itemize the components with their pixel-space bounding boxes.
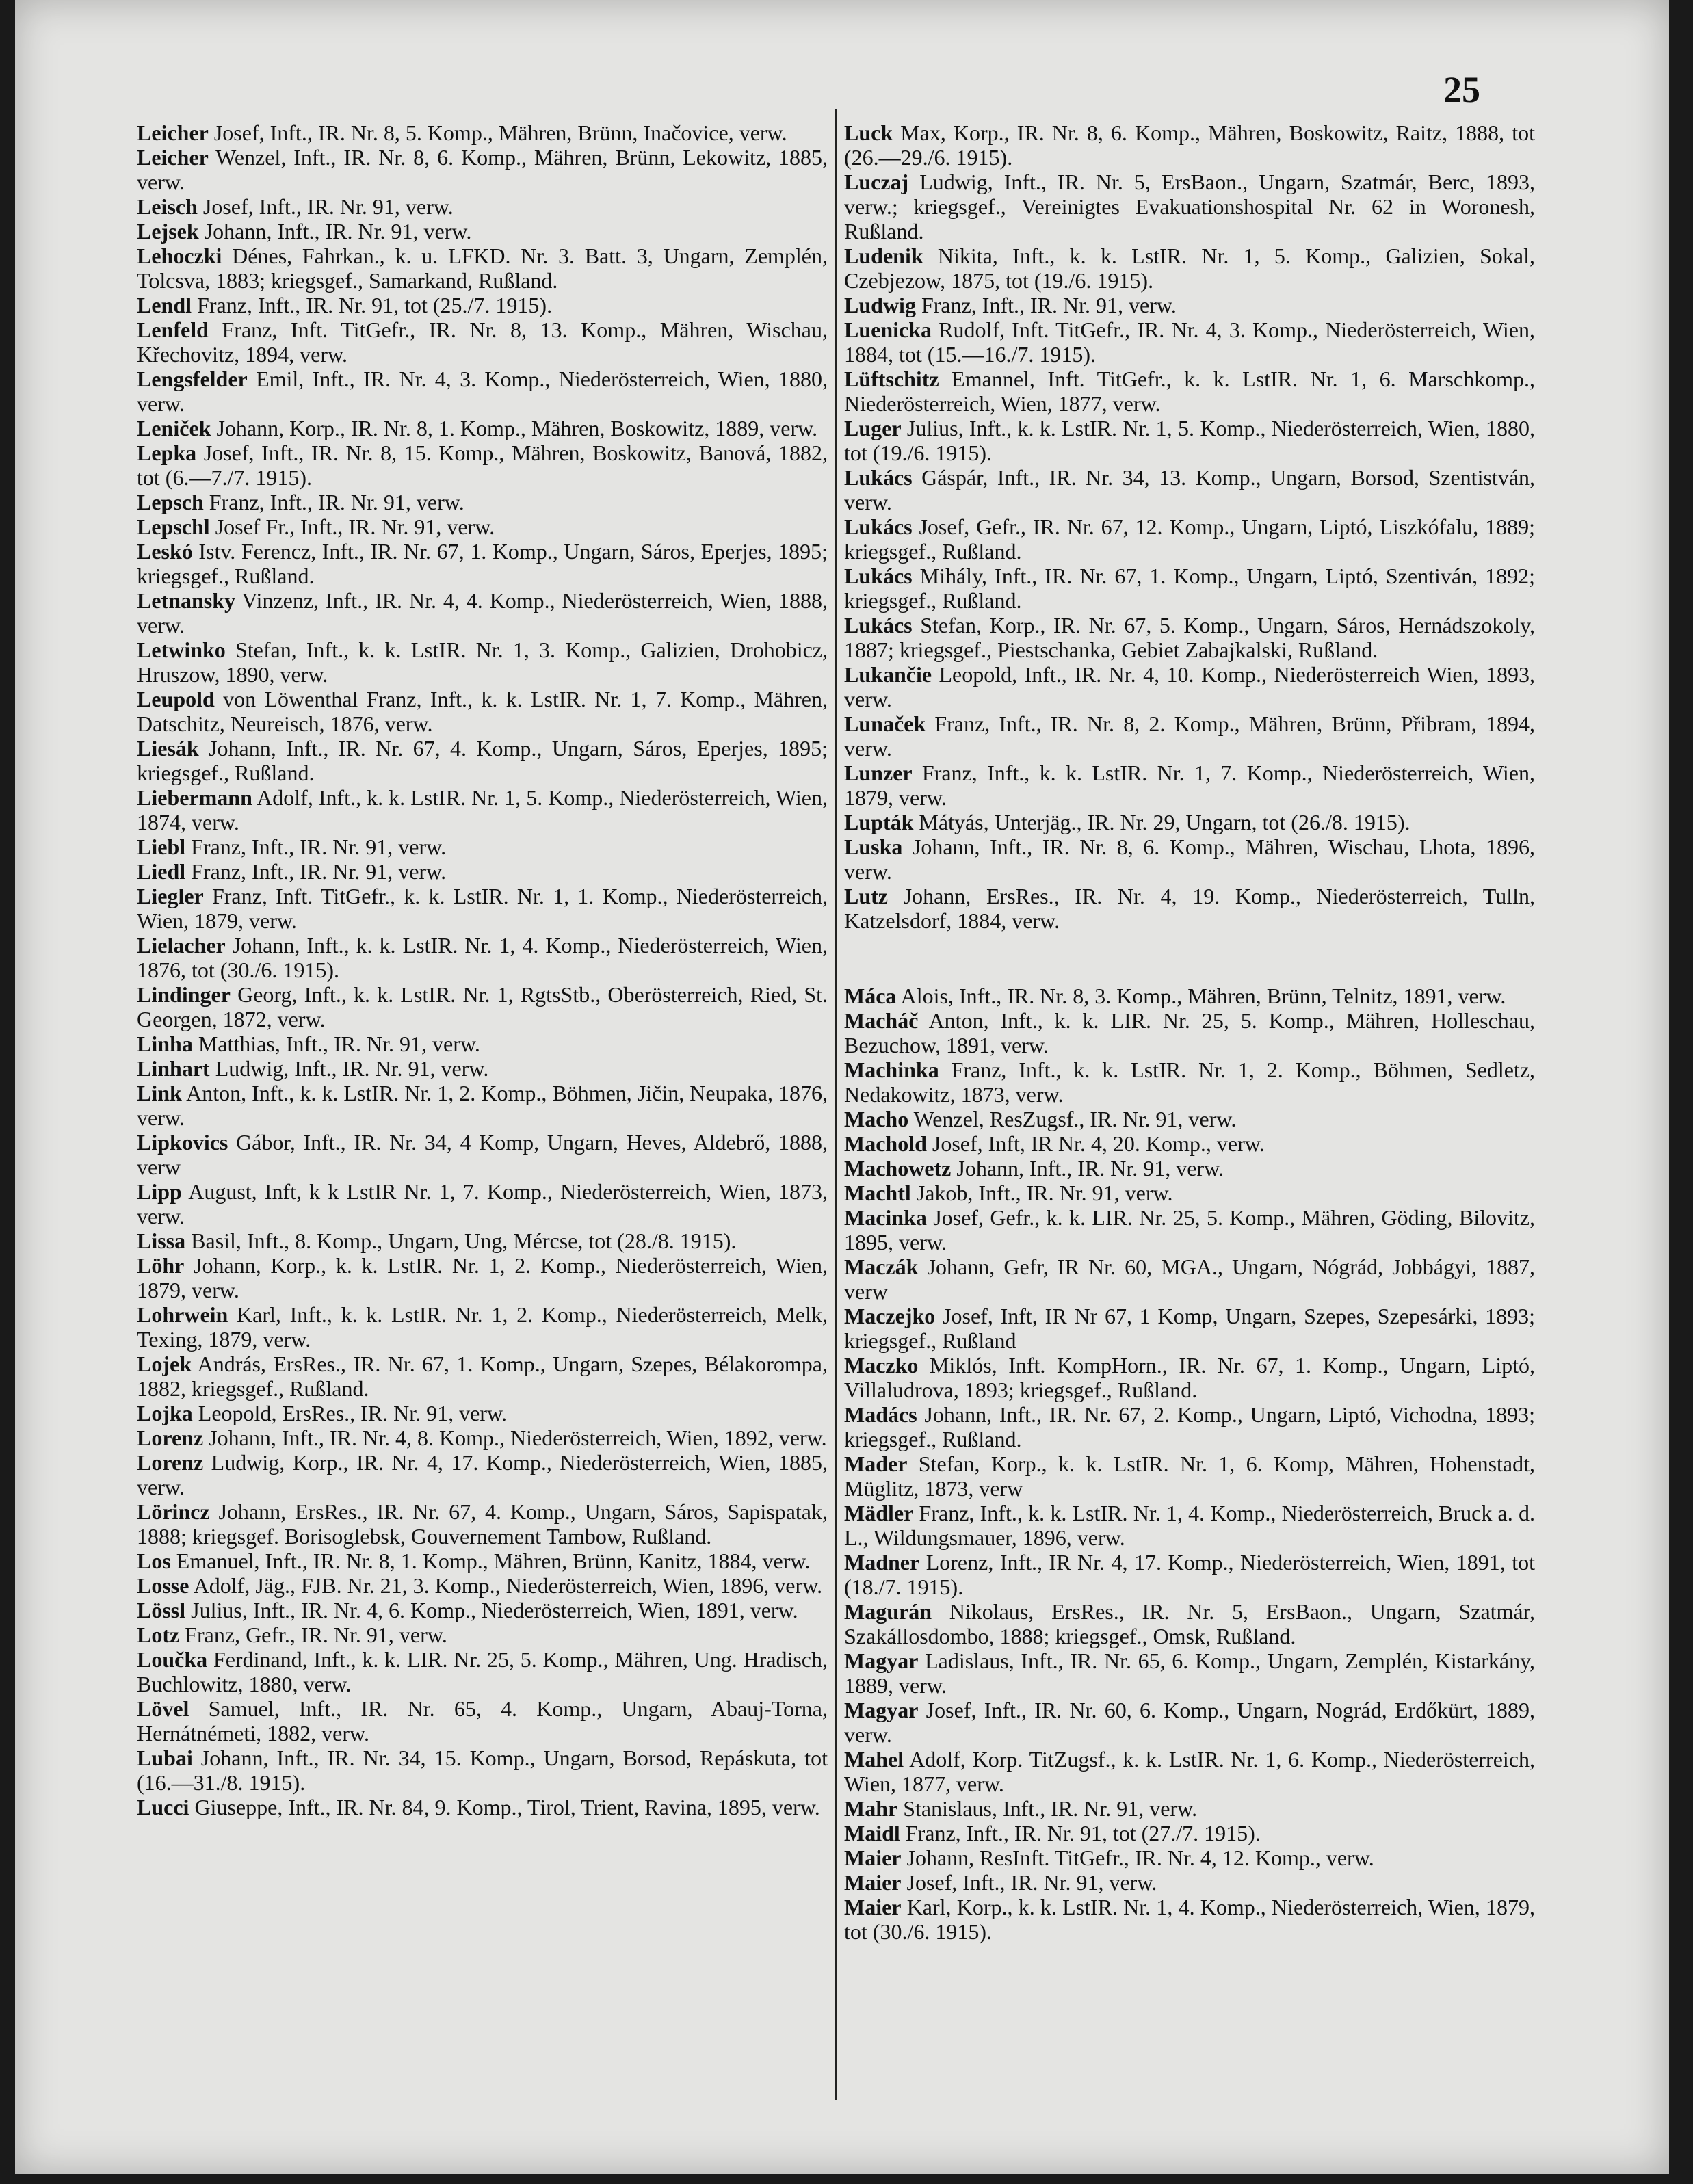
entry-surname: Ludenik bbox=[844, 244, 923, 268]
entry-surname: Letwinko bbox=[137, 637, 226, 662]
register-entry bbox=[844, 884, 1535, 933]
entry-surname: Luczaj bbox=[844, 170, 909, 194]
register-entry bbox=[844, 810, 1535, 834]
entry-surname: Luck bbox=[844, 120, 893, 145]
entry-surname: Linhart bbox=[137, 1056, 210, 1081]
entry-details: Franz, Inft., IR. Nr. 91, verw. bbox=[915, 293, 1177, 317]
entry-surname: Losse bbox=[137, 1573, 189, 1598]
entry-surname: Lissa bbox=[137, 1228, 186, 1253]
register-entry bbox=[844, 564, 1535, 613]
entry-details: Johann, Inft., IR. Nr. 67, 4. Komp., Ungarn, Sáros, Eperjes, 1895; kriegsgef., Rußland. bbox=[137, 736, 828, 785]
entry-details: Max, Korp., IR. Nr. 8, 6. Komp., Mähren, Boskowitz, Raitz, 1888, tot (26.—29./6. 1915). bbox=[844, 120, 1535, 170]
entry-details: Lorenz, Inft., IR Nr. 4, 17. Komp., Niederösterreich, Wien, 1891, tot (18./7. 1915). bbox=[844, 1550, 1535, 1599]
register-entry bbox=[137, 145, 828, 194]
entry-surname: Machtl bbox=[844, 1181, 911, 1205]
entry-details: Karl, Inft., k. k. LstIR. Nr. 1, 2. Komp., Niederösterreich, Melk, Texing, 1879, verw. bbox=[137, 1302, 828, 1352]
entry-surname: Luska bbox=[844, 834, 903, 859]
entry-surname: Liegler bbox=[137, 884, 204, 908]
entry-surname: Lenfeld bbox=[137, 317, 209, 342]
left-column bbox=[137, 120, 828, 1819]
register-entry bbox=[137, 317, 828, 367]
entry-details: Franz, Inft., IR. Nr. 91, verw. bbox=[203, 490, 464, 514]
register-entry bbox=[844, 1747, 1535, 1796]
entry-details: August, Inft, k k LstIR Nr. 1, 7. Komp., Niederösterreich, Wien, 1873, verw. bbox=[137, 1179, 828, 1228]
right-column-m-entries bbox=[844, 984, 1535, 1944]
entry-surname: Lejsek bbox=[137, 219, 199, 244]
entry-details: Johann, Inft., IR. Nr. 67, 2. Komp., Ungarn, Liptó, Vichodna, 1893; kriegsgef., Rußland. bbox=[844, 1402, 1535, 1451]
entry-surname: Lielacher bbox=[137, 933, 226, 958]
entry-surname: Macho bbox=[844, 1107, 909, 1131]
entry-surname: Madács bbox=[844, 1402, 917, 1427]
entry-surname: Leskó bbox=[137, 539, 193, 564]
entry-details: Johann, Inft., IR. Nr. 91, verw. bbox=[198, 219, 472, 244]
entry-surname: Magyar bbox=[844, 1698, 919, 1722]
entry-details: Johann, Korp., k. k. LstIR. Nr. 1, 2. Komp., Niederösterreich, Wien, 1879, verw. bbox=[137, 1253, 828, 1302]
entry-details: Ladislaus, Inft., IR. Nr. 65, 6. Komp., Ungarn, Zemplén, Kistarkány, 1889, verw. bbox=[844, 1648, 1535, 1698]
entry-surname: Lepsch bbox=[137, 490, 204, 514]
entry-surname: Madner bbox=[844, 1550, 920, 1575]
entry-surname: Liesák bbox=[137, 736, 199, 761]
register-entry bbox=[844, 1648, 1535, 1698]
entry-details: Franz, Inft., IR. Nr. 91, tot (27./7. 1915). bbox=[900, 1821, 1261, 1845]
entry-surname: Lukács bbox=[844, 514, 913, 539]
register-entry bbox=[137, 1228, 828, 1253]
register-entry bbox=[137, 1598, 828, 1622]
entry-surname: Machowetz bbox=[844, 1156, 952, 1181]
entry-surname: Lukács bbox=[844, 465, 913, 490]
entry-surname: Maczko bbox=[844, 1353, 919, 1378]
register-entry bbox=[137, 1179, 828, 1228]
entry-details: Istv. Ferencz, Inft., IR. Nr. 67, 1. Komp., Ungarn, Sáros, Eperjes, 1895; kriegsgef., Rußland. bbox=[137, 539, 828, 588]
register-entry bbox=[137, 884, 828, 933]
entry-details: Ludwig, Inft., IR. Nr. 5, ErsBaon., Ungarn, Szatmár, Berc, 1893, verw.; kriegsgef., Vereinigtes Evakuationshospital Nr. 62 in Woronesh, Rußland. bbox=[844, 170, 1535, 244]
entry-details: Gáspár, Inft., IR. Nr. 34, 13. Komp., Ungarn, Borsod, Szentistván, verw. bbox=[844, 465, 1535, 514]
register-entry bbox=[844, 1796, 1535, 1821]
entry-details: Franz, Inft., IR. Nr. 91, verw. bbox=[185, 859, 447, 884]
entry-details: Mihály, Inft., IR. Nr. 67, 1. Komp., Ungarn, Liptó, Szentiván, 1892; kriegsgef., Rußland. bbox=[844, 564, 1535, 613]
register-entry bbox=[137, 1056, 828, 1081]
register-entry bbox=[844, 761, 1535, 810]
entry-surname: Mahel bbox=[844, 1747, 904, 1772]
entry-details: Johann, Inft., k. k. LstIR. Nr. 1, 4. Komp., Niederösterreich, Wien, 1876, tot (30./6. 1915). bbox=[137, 933, 828, 982]
entry-details: Franz, Inft., k. k. LstIR. Nr. 1, 2. Komp., Böhmen, Sedletz, Nedakowitz, 1873, verw. bbox=[844, 1057, 1535, 1107]
entry-surname: Linha bbox=[137, 1031, 193, 1056]
register-entry bbox=[137, 1622, 828, 1647]
column-divider bbox=[835, 109, 837, 2100]
entry-surname: Liebermann bbox=[137, 785, 252, 810]
entry-surname: Lohrwein bbox=[137, 1302, 228, 1327]
register-entry bbox=[137, 514, 828, 539]
entry-surname: Mädler bbox=[844, 1501, 914, 1525]
register-entry bbox=[844, 984, 1535, 1008]
entry-surname: Maier bbox=[844, 1845, 902, 1870]
entry-details: Leopold, ErsRes., IR. Nr. 91, verw. bbox=[192, 1401, 507, 1425]
entry-details: Nikolaus, ErsRes., IR. Nr. 5, ErsBaon., Ungarn, Szatmár, Szakállosdombo, 1888; kriegsgef., Omsk, Rußland. bbox=[844, 1599, 1535, 1648]
register-entry bbox=[844, 1501, 1535, 1550]
entry-details: Anton, Inft., k. k. LstIR. Nr. 1, 2. Komp., Böhmen, Jičin, Neupaka, 1876, verw. bbox=[137, 1081, 828, 1130]
entry-details: Franz, Inft., k. k. LstIR. Nr. 1, 7. Komp., Niederösterreich, Wien, 1879, verw. bbox=[844, 761, 1535, 810]
entry-surname: Lukančie bbox=[844, 662, 932, 687]
register-entry bbox=[844, 1181, 1535, 1205]
register-entry bbox=[844, 1107, 1535, 1131]
entry-surname: Lössl bbox=[137, 1598, 186, 1622]
entry-surname: Maier bbox=[844, 1895, 902, 1919]
entry-surname: Lengsfelder bbox=[137, 367, 248, 391]
entry-surname: Lorenz bbox=[137, 1425, 204, 1450]
entry-surname: Lojka bbox=[137, 1401, 193, 1425]
entry-details: Johann, Inft., IR. Nr. 91, verw. bbox=[951, 1156, 1224, 1181]
register-entry bbox=[844, 1304, 1535, 1353]
register-entry bbox=[137, 1647, 828, 1696]
register-entry bbox=[137, 1696, 828, 1746]
register-entry bbox=[137, 1302, 828, 1352]
entry-surname: Maidl bbox=[844, 1821, 900, 1845]
register-entry bbox=[137, 1499, 828, 1549]
entry-details: Johann, Inft., IR. Nr. 4, 8. Komp., Niederösterreich, Wien, 1892, verw. bbox=[203, 1425, 827, 1450]
entry-details: Giuseppe, Inft., IR. Nr. 84, 9. Komp., Tirol, Trient, Ravina, 1895, verw. bbox=[189, 1795, 820, 1819]
entry-surname: Loučka bbox=[137, 1647, 208, 1672]
entry-details: Adolf, Inft., k. k. LstIR. Nr. 1, 5. Komp., Niederösterreich, Wien, 1874, verw. bbox=[137, 785, 828, 834]
entry-details: Josef, Gefr., k. k. LIR. Nr. 25, 5. Komp., Mähren, Göding, Bilovitz, 1895, verw. bbox=[844, 1205, 1535, 1254]
entry-details: Emannel, Inft. TitGefr., k. k. LstIR. Nr. 1, 6. Marschkomp., Niederösterreich, Wien, 1877, verw. bbox=[844, 367, 1535, 416]
register-entry bbox=[137, 244, 828, 293]
entry-surname: Lepka bbox=[137, 440, 197, 465]
entry-details: Alois, Inft., IR. Nr. 8, 3. Komp., Mähren, Brünn, Telnitz, 1891, verw. bbox=[896, 984, 1506, 1008]
entry-details: Miklós, Inft. KompHorn., IR. Nr. 67, 1. Komp., Ungarn, Liptó, Villaludrova, 1893; kriegsgef., Rußland. bbox=[844, 1353, 1535, 1402]
entry-surname: Lukács bbox=[844, 564, 913, 588]
register-entry bbox=[844, 514, 1535, 564]
entry-surname: Lipkovics bbox=[137, 1130, 228, 1155]
entry-details: Anton, Inft., k. k. LIR. Nr. 25, 5. Komp., Mähren, Holleschau, Bezuchow, 1891, verw. bbox=[844, 1008, 1535, 1057]
register-entry bbox=[137, 490, 828, 514]
entry-details: Franz, Inft., IR. Nr. 91, verw. bbox=[185, 834, 447, 859]
register-entry bbox=[137, 367, 828, 416]
register-entry bbox=[844, 1353, 1535, 1402]
register-entry bbox=[137, 859, 828, 884]
register-entry bbox=[137, 1549, 828, 1573]
register-entry bbox=[137, 539, 828, 588]
entry-surname: Leicher bbox=[137, 145, 209, 170]
entry-surname: Lendl bbox=[137, 293, 192, 317]
register-entry bbox=[844, 1057, 1535, 1107]
register-entry bbox=[844, 1845, 1535, 1870]
entry-details: Matthias, Inft., IR. Nr. 91, verw. bbox=[192, 1031, 480, 1056]
entry-details: Julius, Inft., k. k. LstIR. Nr. 1, 5. Komp., Niederösterreich, Wien, 1880, tot (19./6. 1915). bbox=[844, 416, 1535, 465]
register-entry bbox=[844, 1821, 1535, 1845]
entry-details: Wenzel, ResZugsf., IR. Nr. 91, verw. bbox=[908, 1107, 1237, 1131]
right-column bbox=[844, 120, 1535, 1944]
entry-surname: Luenicka bbox=[844, 317, 932, 342]
entry-surname: Link bbox=[137, 1081, 182, 1105]
entry-surname: Magyar bbox=[844, 1648, 919, 1673]
entry-details: Josef, Inft, IR Nr 67, 1 Komp, Ungarn, Szepes, Szepesárki, 1893; kriegsgef., Rußland bbox=[844, 1304, 1535, 1353]
entry-surname: Lindinger bbox=[137, 982, 231, 1007]
register-entry bbox=[137, 1031, 828, 1056]
entry-details: Ferdinand, Inft., k. k. LIR. Nr. 25, 5. Komp., Mähren, Ung. Hradisch, Buchlowitz, 1880, verw. bbox=[137, 1647, 828, 1696]
entry-details: Karl, Korp., k. k. LstIR. Nr. 1, 4. Komp., Niederösterreich, Wien, 1879, tot (30./6. 1915). bbox=[844, 1895, 1535, 1944]
entry-details: Emil, Inft., IR. Nr. 4, 3. Komp., Niederösterreich, Wien, 1880, verw. bbox=[137, 367, 828, 416]
register-entry bbox=[137, 1573, 828, 1598]
entry-surname: Lipp bbox=[137, 1179, 182, 1204]
entry-details: Dénes, Fahrkan., k. u. LFKD. Nr. 3. Batt. 3, Ungarn, Zemplén, Tolcsva, 1883; kriegsgef., Samarkand, Rußland. bbox=[137, 244, 828, 293]
entry-details: Ludwig, Inft., IR. Nr. 91, verw. bbox=[209, 1056, 489, 1081]
entry-details: Rudolf, Inft. TitGefr., IR. Nr. 4, 3. Komp., Niederösterreich, Wien, 1884, tot (15.—16./7. 1915). bbox=[844, 317, 1535, 367]
register-entry bbox=[844, 1895, 1535, 1944]
entry-surname: Magurán bbox=[844, 1599, 932, 1624]
entry-surname: Mahr bbox=[844, 1796, 898, 1821]
entry-details: Johann, ErsRes., IR. Nr. 4, 19. Komp., Niederösterreich, Tulln, Katzelsdorf, 1884, verw. bbox=[844, 884, 1535, 933]
entry-details: Nikita, Inft., k. k. LstIR. Nr. 1, 5. Komp., Galizien, Sokal, Czebjezow, 1875, tot (19./6. 1915). bbox=[844, 244, 1535, 293]
register-entry bbox=[844, 1205, 1535, 1254]
entry-details: Stefan, Inft., k. k. LstIR. Nr. 1, 3. Komp., Galizien, Drohobicz, Hruszow, 1890, verw. bbox=[137, 637, 828, 687]
entry-details: Josef, Inft., IR. Nr. 8, 15. Komp., Mähren, Boskowitz, Banová, 1882, tot (6.—7./7. 1915). bbox=[137, 440, 828, 490]
entry-details: von Löwenthal Franz, Inft., k. k. LstIR. Nr. 1, 7. Komp., Mähren, Datschitz, Neureisch, 1876, verw. bbox=[137, 687, 828, 736]
entry-surname: Leisch bbox=[137, 194, 198, 219]
document-page bbox=[15, 0, 1669, 2174]
entry-surname: Lövel bbox=[137, 1696, 189, 1721]
register-entry bbox=[844, 1599, 1535, 1648]
entry-details: Adolf, Jäg., FJB. Nr. 21, 3. Komp., Niederösterreich, Wien, 1896, verw. bbox=[189, 1573, 823, 1598]
entry-details: Stefan, Korp., IR. Nr. 67, 5. Komp., Ungarn, Sáros, Hernádszokoly, 1887; kriegsgef., Piestschanka, Gebiet Zabajkalski, Rußland. bbox=[844, 613, 1535, 662]
register-entry bbox=[844, 244, 1535, 293]
entry-details: Basil, Inft., 8. Komp., Ungarn, Ung, Mércse, tot (28./8. 1915). bbox=[185, 1228, 737, 1253]
register-entry bbox=[137, 219, 828, 244]
entry-surname: Machold bbox=[844, 1131, 927, 1156]
entry-details: Josef Fr., Inft., IR. Nr. 91, verw. bbox=[209, 514, 495, 539]
register-entry bbox=[137, 1746, 828, 1795]
entry-surname: Macháč bbox=[844, 1008, 919, 1033]
register-entry bbox=[137, 785, 828, 834]
entry-surname: Lupták bbox=[844, 810, 914, 834]
entry-details: Johann, Gefr, IR Nr. 60, MGA., Ungarn, Nógrád, Jobbágyi, 1887, verw bbox=[844, 1254, 1535, 1304]
entry-surname: Letnansky bbox=[137, 588, 236, 613]
register-entry bbox=[844, 317, 1535, 367]
register-entry bbox=[137, 933, 828, 982]
register-entry bbox=[844, 1870, 1535, 1895]
entry-details: Franz, Inft., IR. Nr. 91, tot (25./7. 1915). bbox=[192, 293, 553, 317]
section-gap bbox=[844, 933, 1535, 984]
entry-surname: Lorenz bbox=[137, 1450, 204, 1475]
register-entry bbox=[137, 687, 828, 736]
register-entry bbox=[137, 194, 828, 219]
register-entry bbox=[844, 1156, 1535, 1181]
register-entry bbox=[137, 736, 828, 785]
entry-surname: Luger bbox=[844, 416, 902, 440]
entry-surname: Lojek bbox=[137, 1352, 192, 1376]
register-entry bbox=[844, 1131, 1535, 1156]
register-entry bbox=[137, 293, 828, 317]
entry-surname: Lehoczki bbox=[137, 244, 222, 268]
register-entry bbox=[844, 613, 1535, 662]
entry-surname: Lepschl bbox=[137, 514, 210, 539]
register-entry bbox=[844, 1698, 1535, 1747]
entry-details: Franz, Gefr., IR. Nr. 91, verw. bbox=[179, 1622, 447, 1647]
register-entry bbox=[844, 1550, 1535, 1599]
entry-details: Ludwig, Korp., IR. Nr. 4, 17. Komp., Niederösterreich, Wien, 1885, verw. bbox=[137, 1450, 828, 1499]
register-entry bbox=[137, 416, 828, 440]
entry-details: Johann, Korp., IR. Nr. 8, 1. Komp., Mähren, Boskowitz, 1889, verw. bbox=[211, 416, 818, 440]
register-entry bbox=[844, 293, 1535, 317]
entry-surname: Lüftschitz bbox=[844, 367, 939, 391]
entry-details: Johann, Inft., IR. Nr. 8, 6. Komp., Mähren, Wischau, Lhota, 1896, verw. bbox=[844, 834, 1535, 884]
entry-details: Josef, Inft., IR. Nr. 91, verw. bbox=[197, 194, 454, 219]
entry-details: Vinzenz, Inft., IR. Nr. 4, 4. Komp., Niederösterreich, Wien, 1888, verw. bbox=[137, 588, 828, 637]
entry-details: Stanislaus, Inft., IR. Nr. 91, verw. bbox=[897, 1796, 1198, 1821]
page-number: 25 bbox=[1443, 69, 1480, 110]
entry-surname: Liebl bbox=[137, 834, 186, 859]
entry-details: Georg, Inft., k. k. LstIR. Nr. 1, RgtsStb., Oberösterreich, Ried, St. Georgen, 1872, verw. bbox=[137, 982, 828, 1031]
register-entry bbox=[844, 711, 1535, 761]
register-entry bbox=[137, 1352, 828, 1401]
entry-surname: Macinka bbox=[844, 1205, 927, 1230]
entry-surname: Liedl bbox=[137, 859, 186, 884]
entry-details: Josef, Inft., IR. Nr. 91, verw. bbox=[901, 1870, 1157, 1895]
register-entry bbox=[844, 662, 1535, 711]
entry-surname: Lutz bbox=[844, 884, 888, 908]
entry-surname: Máca bbox=[844, 984, 897, 1008]
entry-details: Mátyás, Unterjäg., IR. Nr. 29, Ungarn, tot (26./8. 1915). bbox=[913, 810, 1410, 834]
entry-details: András, ErsRes., IR. Nr. 67, 1. Komp., Ungarn, Szepes, Bélakorompa, 1882, kriegsgef., Rußland. bbox=[137, 1352, 828, 1401]
entry-details: Johann, ErsRes., IR. Nr. 67, 4. Komp., Ungarn, Sáros, Sapispatak, 1888; kriegsgef. Borisoglebsk, Gouvernement Tambow, Rußland. bbox=[137, 1499, 828, 1549]
register-entry bbox=[137, 1081, 828, 1130]
entry-details: Johann, ResInft. TitGefr., IR. Nr. 4, 12. Komp., verw. bbox=[901, 1845, 1374, 1870]
entry-surname: Lunzer bbox=[844, 761, 913, 785]
register-entry bbox=[137, 1130, 828, 1179]
entry-surname: Leupold bbox=[137, 687, 215, 711]
entry-details: Josef, Inft., IR. Nr. 8, 5. Komp., Mähren, Brünn, Inačovice, verw. bbox=[208, 120, 787, 145]
entry-surname: Lunaček bbox=[844, 711, 926, 736]
entry-details: Wenzel, Inft., IR. Nr. 8, 6. Komp., Mähren, Brünn, Lekowitz, 1885, verw. bbox=[137, 145, 828, 194]
register-entry bbox=[137, 440, 828, 490]
entry-details: Franz, Inft., k. k. LstIR. Nr. 1, 4. Komp., Niederösterreich, Bruck a. d. L., Wildungsmauer, 1896, verw. bbox=[844, 1501, 1535, 1550]
entry-surname: Maier bbox=[844, 1870, 902, 1895]
entry-details: Franz, Inft. TitGefr., IR. Nr. 8, 13. Komp., Mähren, Wischau, Křechovitz, 1894, verw. bbox=[137, 317, 828, 367]
register-entry bbox=[137, 1795, 828, 1819]
register-entry bbox=[844, 416, 1535, 465]
right-column-l-entries bbox=[844, 120, 1535, 933]
entry-details: Josef, Inft, IR Nr. 4, 20. Komp., verw. bbox=[926, 1131, 1265, 1156]
entry-details: Adolf, Korp. TitZugsf., k. k. LstIR. Nr. 1, 6. Komp., Niederösterreich, Wien, 1877, verw. bbox=[844, 1747, 1535, 1796]
entry-details: Jakob, Inft., IR. Nr. 91, verw. bbox=[910, 1181, 1173, 1205]
entry-details: Josef, Inft., IR. Nr. 60, 6. Komp., Ungarn, Nográd, Erdőkürt, 1889, verw. bbox=[844, 1698, 1535, 1747]
register-entry bbox=[844, 834, 1535, 884]
entry-surname: Leicher bbox=[137, 120, 209, 145]
entry-surname: Löhr bbox=[137, 1253, 185, 1278]
entry-surname: Lucci bbox=[137, 1795, 189, 1819]
entry-details: Stefan, Korp., k. k. LstIR. Nr. 1, 6. Komp, Mähren, Hohenstadt, Müglitz, 1873, verw bbox=[844, 1451, 1535, 1501]
register-entry bbox=[137, 1401, 828, 1425]
entry-details: Samuel, Inft., IR. Nr. 65, 4. Komp., Ungarn, Abauj-Torna, Hernátnémeti, 1882, verw. bbox=[137, 1696, 828, 1746]
entry-details: Josef, Gefr., IR. Nr. 67, 12. Komp., Ungarn, Liptó, Liszkófalu, 1889; kriegsgef., Rußland. bbox=[844, 514, 1535, 564]
register-entry bbox=[844, 170, 1535, 244]
entry-details: Julius, Inft., IR. Nr. 4, 6. Komp., Niederösterreich, Wien, 1891, verw. bbox=[185, 1598, 798, 1622]
register-entry bbox=[844, 465, 1535, 514]
entry-surname: Mader bbox=[844, 1451, 908, 1476]
register-entry bbox=[844, 367, 1535, 416]
entry-surname: Lörincz bbox=[137, 1499, 210, 1524]
register-entry bbox=[844, 1008, 1535, 1057]
entry-surname: Maczák bbox=[844, 1254, 919, 1279]
register-entry bbox=[137, 834, 828, 859]
register-entry bbox=[137, 1253, 828, 1302]
register-entry bbox=[137, 1425, 828, 1450]
entry-surname: Maczejko bbox=[844, 1304, 936, 1328]
register-entry bbox=[137, 1450, 828, 1499]
register-entry bbox=[844, 120, 1535, 170]
entry-surname: Ludwig bbox=[844, 293, 916, 317]
entry-surname: Machinka bbox=[844, 1057, 939, 1082]
entry-details: Franz, Inft., IR. Nr. 8, 2. Komp., Mähren, Brünn, Přibram, 1894, verw. bbox=[844, 711, 1535, 761]
register-entry bbox=[137, 637, 828, 687]
entry-details: Gábor, Inft., IR. Nr. 34, 4 Komp, Ungarn, Heves, Aldebrő, 1888, verw bbox=[137, 1130, 828, 1179]
entry-surname: Lotz bbox=[137, 1622, 180, 1647]
register-entry bbox=[137, 982, 828, 1031]
entry-details: Leopold, Inft., IR. Nr. 4, 10. Komp., Niederösterreich Wien, 1893, verw. bbox=[844, 662, 1535, 711]
entry-details: Franz, Inft. TitGefr., k. k. LstIR. Nr. 1, 1. Komp., Niederösterreich, Wien, 1879, verw. bbox=[137, 884, 828, 933]
entry-surname: Lukács bbox=[844, 613, 913, 637]
entry-surname: Los bbox=[137, 1549, 171, 1573]
entry-surname: Lubai bbox=[137, 1746, 193, 1770]
register-entry bbox=[844, 1254, 1535, 1304]
register-entry bbox=[844, 1451, 1535, 1501]
register-entry bbox=[137, 588, 828, 637]
entry-surname: Leniček bbox=[137, 416, 211, 440]
entry-details: Emanuel, Inft., IR. Nr. 8, 1. Komp., Mähren, Brünn, Kanitz, 1884, verw. bbox=[170, 1549, 811, 1573]
register-entry bbox=[844, 1402, 1535, 1451]
register-entry bbox=[137, 120, 828, 145]
entry-details: Johann, Inft., IR. Nr. 34, 15. Komp., Ungarn, Borsod, Repáskuta, tot (16.—31./8. 1915). bbox=[137, 1746, 828, 1795]
